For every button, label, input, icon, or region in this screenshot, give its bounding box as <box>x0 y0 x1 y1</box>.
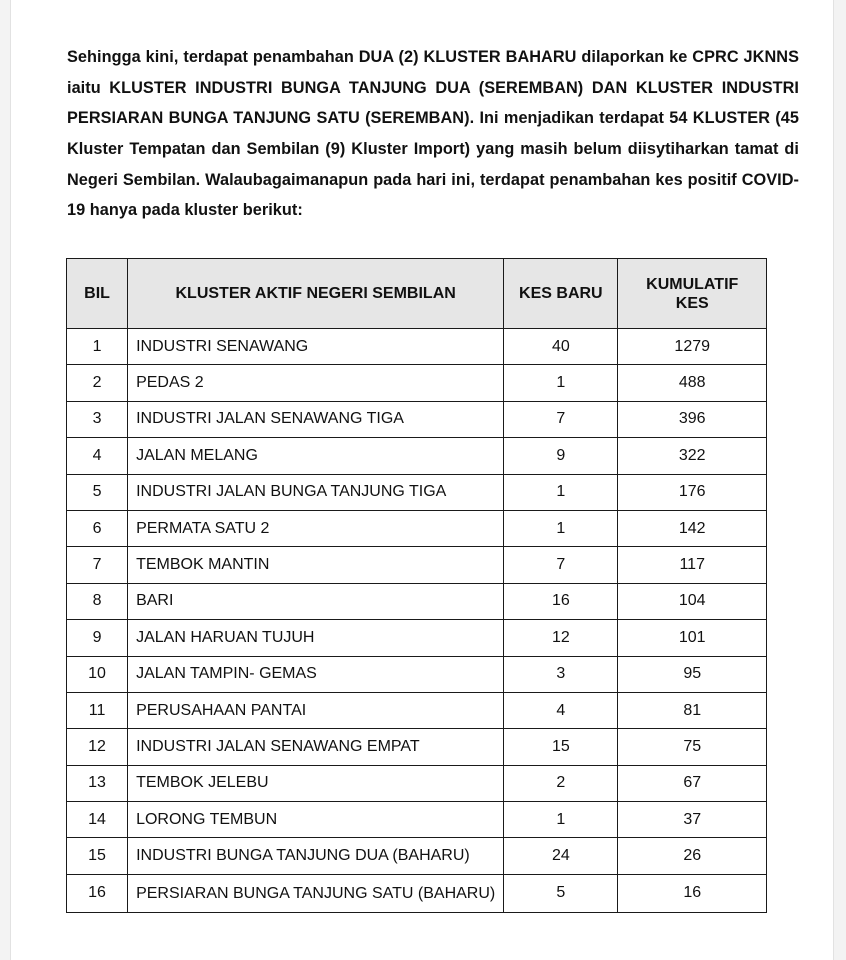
cell-new-cases: 1 <box>504 365 618 401</box>
cell-bil: 14 <box>67 802 128 838</box>
cell-bil: 9 <box>67 620 128 656</box>
cell-cluster-name: TEMBOK JELEBU <box>128 765 504 801</box>
table-row <box>67 365 767 401</box>
cell-cluster-name: JALAN MELANG <box>128 438 504 474</box>
cell-bil: 2 <box>67 365 128 401</box>
cell-bil: 13 <box>67 765 128 801</box>
table-row <box>67 547 767 583</box>
cell-cluster-name: PEDAS 2 <box>128 365 504 401</box>
cell-bil: 10 <box>67 656 128 692</box>
table-row <box>67 401 767 437</box>
cell-cluster-name: INDUSTRI JALAN BUNGA TANJUNG TIGA <box>128 474 504 510</box>
cell-new-cases: 7 <box>504 401 618 437</box>
cell-cluster-name: INDUSTRI JALAN SENAWANG TIGA <box>128 401 504 437</box>
cell-bil: 12 <box>67 729 128 765</box>
cell-new-cases: 40 <box>504 329 618 365</box>
cell-cumulative: 16 <box>618 874 767 912</box>
cell-cumulative: 117 <box>618 547 767 583</box>
cell-new-cases: 1 <box>504 474 618 510</box>
cell-bil: 3 <box>67 401 128 437</box>
header-new-cases: KES BARU <box>504 259 618 329</box>
table-row <box>67 729 767 765</box>
document-page <box>10 0 834 960</box>
table-row <box>67 438 767 474</box>
cell-cluster-name: JALAN TAMPIN- GEMAS <box>128 656 504 692</box>
cell-new-cases: 1 <box>504 510 618 546</box>
cell-cluster-name: TEMBOK MANTIN <box>128 547 504 583</box>
header-cumulative <box>618 259 767 329</box>
cell-new-cases: 16 <box>504 583 618 619</box>
cell-cluster-name: INDUSTRI JALAN SENAWANG EMPAT <box>128 729 504 765</box>
table-row <box>67 692 767 728</box>
cell-new-cases: 2 <box>504 765 618 801</box>
cell-new-cases: 4 <box>504 692 618 728</box>
cell-new-cases: 7 <box>504 547 618 583</box>
cell-cluster-name <box>128 874 504 912</box>
cell-bil: 8 <box>67 583 128 619</box>
cell-bil: 7 <box>67 547 128 583</box>
table-row <box>67 874 767 912</box>
cell-cumulative: 67 <box>618 765 767 801</box>
cell-cluster-name: PERMATA SATU 2 <box>128 510 504 546</box>
table-row <box>67 802 767 838</box>
cell-cumulative: 75 <box>618 729 767 765</box>
cell-new-cases: 15 <box>504 729 618 765</box>
cell-new-cases: 12 <box>504 620 618 656</box>
cell-cluster-name: BARI <box>128 583 504 619</box>
cell-cumulative: 1279 <box>618 329 767 365</box>
table-row <box>67 765 767 801</box>
intro-paragraph: Sehingga kini, terdapat penambahan DUA (2) KLUSTER BAHARU dilaporkan ke CPRC JKNNS iaitu KLUSTER INDUSTRI BUNGA TANJUNG DUA (SEREMBAN) DAN KLUSTER INDUSTRI PERSIARAN BUNGA TANJUNG SATU (SEREMBAN). Ini menjadikan terdapat 54 KLUSTER (45 Kluster Tempatan dan Sembilan (9) Kluster Import) yang masih belum diisytiharkan tamat di Negeri Sembilan. Walaubagaimanapun pada hari ini, terdapat penambahan kes positif COVID-19 hanya pada kluster berikut: <box>67 48 799 220</box>
table-row <box>67 656 767 692</box>
cell-bil: 6 <box>67 510 128 546</box>
header-bil: BIL <box>67 259 128 329</box>
cell-cumulative: 26 <box>618 838 767 874</box>
table-row <box>67 474 767 510</box>
cell-cumulative: 142 <box>618 510 767 546</box>
cell-new-cases: 9 <box>504 438 618 474</box>
table-row <box>67 838 767 874</box>
cell-cluster-name: JALAN HARUAN TUJUH <box>128 620 504 656</box>
cell-cumulative: 81 <box>618 692 767 728</box>
header-cumulative-line1: KUMULATIF <box>646 275 739 293</box>
cell-cumulative: 104 <box>618 583 767 619</box>
table-row <box>67 510 767 546</box>
cell-cluster-name-text: PERSIARAN BUNGA TANJUNG SATU (BAHARU) <box>136 884 496 902</box>
cell-cluster-name: INDUSTRI SENAWANG <box>128 329 504 365</box>
header-cluster-name: KLUSTER AKTIF NEGERI SEMBILAN <box>128 259 504 329</box>
cell-bil: 5 <box>67 474 128 510</box>
cell-new-cases: 5 <box>504 874 618 912</box>
header-cumulative-line2: KES <box>675 294 709 312</box>
cell-bil: 11 <box>67 692 128 728</box>
cell-new-cases: 1 <box>504 802 618 838</box>
cell-cumulative: 37 <box>618 802 767 838</box>
cluster-table <box>66 258 767 913</box>
cell-cumulative: 176 <box>618 474 767 510</box>
cell-cumulative: 322 <box>618 438 767 474</box>
cell-cumulative: 396 <box>618 401 767 437</box>
cell-cumulative: 488 <box>618 365 767 401</box>
cell-bil: 4 <box>67 438 128 474</box>
cell-bil: 15 <box>67 838 128 874</box>
cell-bil: 16 <box>67 874 128 912</box>
cell-new-cases: 24 <box>504 838 618 874</box>
table-row <box>67 583 767 619</box>
table-row <box>67 620 767 656</box>
cell-bil: 1 <box>67 329 128 365</box>
cell-cluster-name: INDUSTRI BUNGA TANJUNG DUA (BAHARU) <box>128 838 504 874</box>
table-header-row <box>67 259 767 329</box>
cell-cluster-name: LORONG TEMBUN <box>128 802 504 838</box>
cell-cluster-name: PERUSAHAAN PANTAI <box>128 692 504 728</box>
cell-cumulative: 95 <box>618 656 767 692</box>
cell-cumulative: 101 <box>618 620 767 656</box>
cell-new-cases: 3 <box>504 656 618 692</box>
table-row <box>67 329 767 365</box>
